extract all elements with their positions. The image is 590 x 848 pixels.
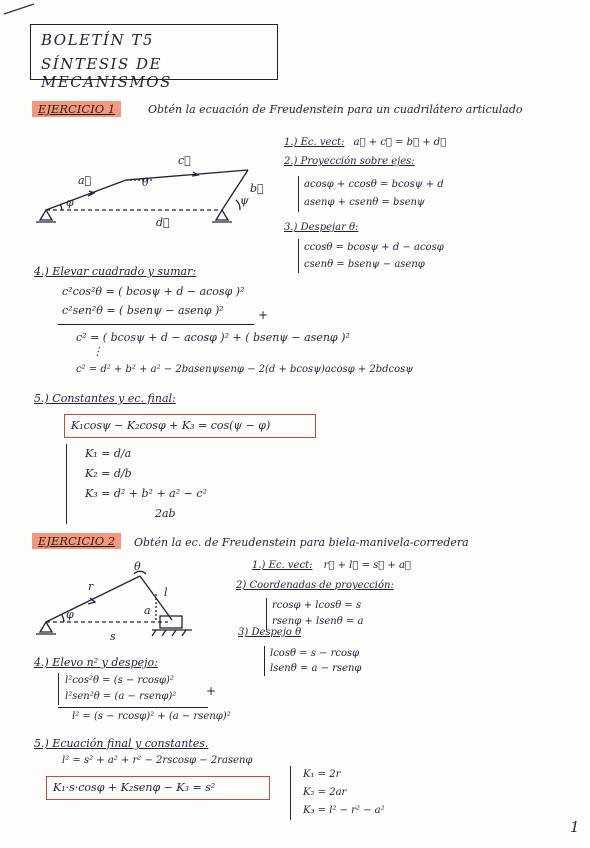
ex1-step2-title: 2.) Proyección sobre ejes: xyxy=(284,156,415,167)
page-number: 1 xyxy=(570,818,580,836)
ex2-step5-eq: l² = s² + a² + r² − 2rscosφ − 2rasenφ xyxy=(62,755,253,766)
ex2-step4-system xyxy=(58,673,176,705)
ex2-k3: K₃ = l² − r² − a² xyxy=(303,805,385,816)
ex2-step1-title: 1.) Ec. vect: xyxy=(252,560,313,571)
label-r: r xyxy=(88,580,94,593)
margin-stroke xyxy=(0,0,40,20)
ex2-final-equation: K₁·s·cosφ + K₂senφ − K₃ = s² xyxy=(46,776,270,800)
four-bar-diagram xyxy=(26,140,266,240)
ex1-k1: K₁ = d/a xyxy=(85,447,132,460)
ex2-step3-system xyxy=(264,646,361,676)
title-line-2: SÍNTESIS DE MECANISMOS xyxy=(41,55,172,91)
ex1-step3-eq2: csenθ = bsenψ − asenφ xyxy=(304,259,425,270)
label-a: a⃗ xyxy=(78,174,92,187)
label-d: d⃗ xyxy=(156,216,170,229)
ex1-step2-eq2: asenφ + csenθ = bsenψ xyxy=(304,197,425,208)
label-s: s xyxy=(110,630,116,643)
ex2-step2-eq1: rcosφ + lcosθ = s xyxy=(272,600,362,611)
ex2-step4-eq2: l²sen²θ = (a − rsenφ)² xyxy=(65,691,177,702)
exercise-2-statement: Obtén la ec. de Freudenstein para biela-manivela-corredera xyxy=(134,536,469,549)
label-b: b⃗ xyxy=(250,182,264,195)
ex2-constants xyxy=(290,766,385,820)
ex1-step4-plus: + xyxy=(258,308,269,322)
ex1-step4-dots: ⋮ xyxy=(92,345,103,358)
ex2-step3-eq2: lsenθ = a − rsenφ xyxy=(270,663,362,674)
ex1-step3-eq1: ccosθ = bcosψ + d − acosφ xyxy=(304,242,444,253)
ex2-k2: K₂ = 2ar xyxy=(303,787,347,798)
ex1-step5-title: 5.) Constantes y ec. final: xyxy=(34,392,176,405)
exercise-2-label: EJERCICIO 2 xyxy=(32,533,121,549)
label-phi: φ xyxy=(66,196,74,209)
ex1-constants xyxy=(66,444,207,524)
ex1-step4-title: 4.) Elevar cuadrado y sumar: xyxy=(34,265,197,278)
label-c: c⃗ xyxy=(178,154,191,167)
label-a-2: a xyxy=(144,604,151,617)
ex1-k2: K₂ = d/b xyxy=(85,467,132,480)
ex1-step3-title: 3.) Despejar θ: xyxy=(284,222,359,233)
label-psi: ψ xyxy=(240,194,249,207)
ex2-step4-title: 4.) Elevo n² y despejo: xyxy=(34,656,158,669)
label-theta-2: θ xyxy=(134,560,141,573)
ex1-step1 xyxy=(284,137,446,148)
ex2-step4-plus: + xyxy=(206,684,217,698)
ex2-step2-title: 2) Coordenadas de proyección: xyxy=(236,580,394,591)
ex2-step2-eq2: rsenφ + lsenθ = a xyxy=(272,616,364,627)
ex1-step4-eq1: c²cos²θ = ( bcosψ + d − acosφ )² xyxy=(62,285,245,298)
ex2-step3-eq1: lcosθ = s − rcosφ xyxy=(270,648,360,659)
ex1-step4-eq2: c²sen²θ = ( bsenψ − asenφ )² xyxy=(62,304,224,317)
ex2-step1-eq: r⃗ + l⃗ = s⃗ + a⃗ xyxy=(323,560,411,571)
title-box xyxy=(30,24,278,91)
ex2-step5-title: 5.) Ecuación final y constantes. xyxy=(34,737,209,750)
ex1-step4-eq4: c² = d² + b² + a² − 2basenψsenφ − 2(d + bcosψ)acosφ + 2bdcosψ xyxy=(76,364,414,375)
label-theta: θ xyxy=(142,176,149,189)
ex1-step1-eq: a⃗ + c⃗ = b⃗ + d⃗ xyxy=(353,137,447,148)
ex2-step1 xyxy=(252,560,411,571)
label-phi-2: φ xyxy=(66,608,74,621)
exercise-1-statement: Obtén la ecuación de Freudenstein para un cuadrilátero articulado xyxy=(148,103,523,116)
ex1-final-equation: K₁cosψ − K₂cosφ + K₃ = cos(ψ − φ) xyxy=(64,414,316,438)
ex1-step1-title: 1.) Ec. vect: xyxy=(284,137,345,148)
ex1-k3-num: K₃ = d² + b² + a² − c² xyxy=(85,487,207,500)
label-l: l xyxy=(164,586,168,599)
ex2-step4-eq1: l²cos²θ = (s − rcosφ)² xyxy=(65,675,174,686)
slider-crank-diagram xyxy=(30,558,230,648)
ex1-k3-den: 2ab xyxy=(155,507,176,520)
ex1-step3-system xyxy=(298,239,444,273)
ex2-step3-title: 3) Despejo θ xyxy=(238,627,302,638)
ex2-step2-system xyxy=(266,598,363,630)
ex1-step4-sum-line xyxy=(58,324,254,325)
exercise-1-label: EJERCICIO 1 xyxy=(32,101,121,117)
ex2-step4-eq3: l² = (s − rcosφ)² + (a − rsenφ)² xyxy=(72,711,231,722)
ex1-step4-eq3: c² = ( bcosψ + d − acosφ )² + ( bsenψ − asenφ )² xyxy=(76,331,350,344)
title-line-1: BOLETÍN T5 xyxy=(41,31,154,49)
ex1-step2-eq1: acosφ + ccosθ = bcosψ + d xyxy=(304,179,444,190)
ex1-step2-system xyxy=(298,176,444,212)
ex2-k1: K₁ = 2r xyxy=(303,769,341,780)
ex2-step4-sum-line xyxy=(58,707,208,708)
